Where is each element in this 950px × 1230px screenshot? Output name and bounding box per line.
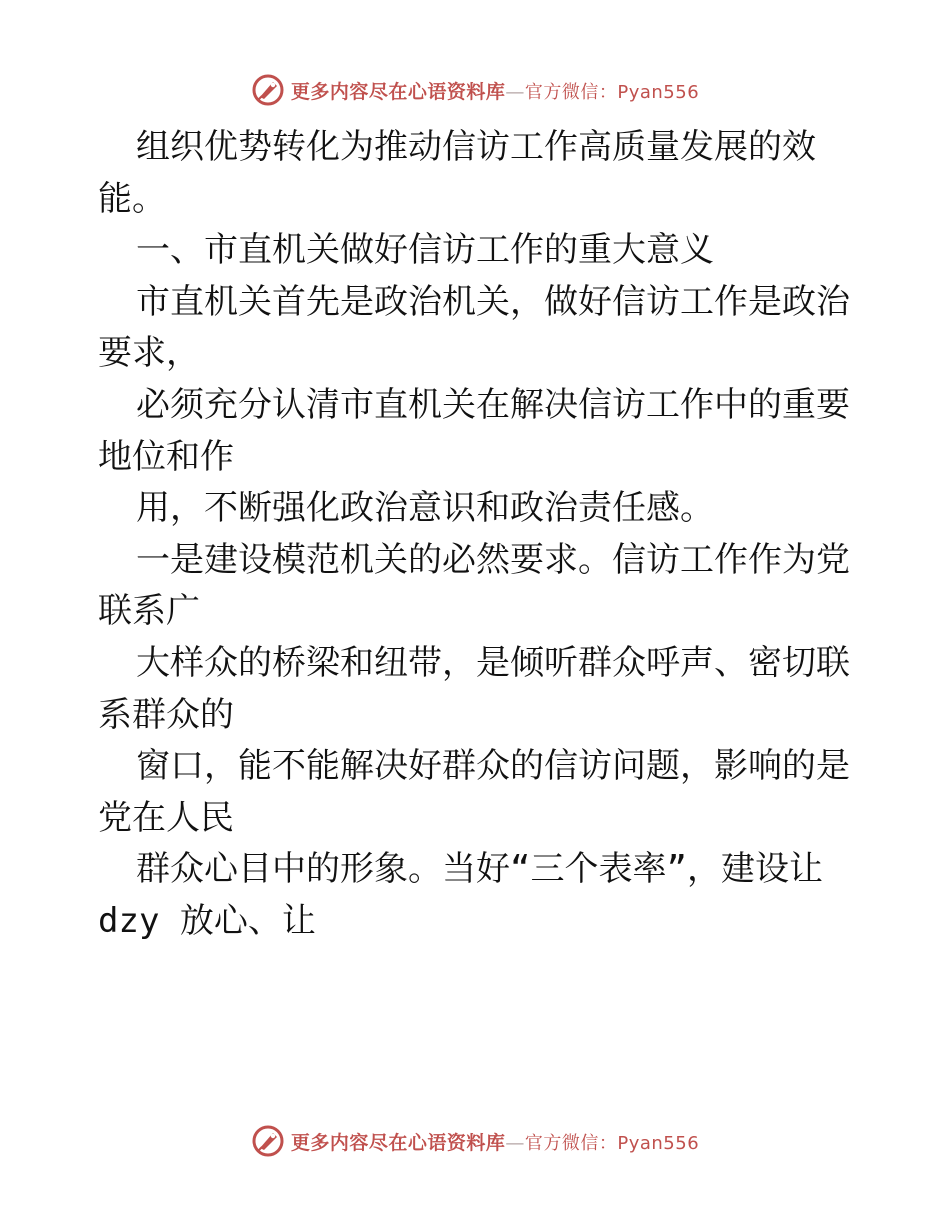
pen-nib-logo-icon (251, 1124, 285, 1158)
document-body (98, 122, 858, 948)
footer-brand: 更多内容尽在心语资料库 (290, 1131, 506, 1154)
pen-nib-logo-icon (251, 73, 285, 107)
paragraph: 用，不断强化政治意识和政治责任感。 (136, 488, 714, 529)
header-banner (0, 70, 950, 110)
paragraph: 窗口，能不能解决好群众的信访问题，影响的是党在人民 (98, 746, 850, 838)
footer-contact: 官方微信：Pyan556 (524, 1132, 700, 1154)
paragraph: 大样众的桥梁和纽带，是倾听群众呼声、密切联系群众的 (98, 642, 850, 735)
paragraph: 组织优势转化为推动信访工作高质量发展的效能。 (98, 127, 816, 219)
footer-banner (0, 1121, 950, 1161)
section-heading: 一、市直机关做好信访工作的重大意义 (136, 230, 714, 271)
header-banner-text (291, 77, 699, 104)
header-brand: 更多内容尽在心语资料库 (290, 80, 506, 103)
paragraph: 群众心目中的形象。当好“三个表率”，建设让 dzy 放心、让 (98, 849, 823, 941)
paragraph: 必须充分认清市直机关在解决信访工作中的重要地位和作 (98, 384, 850, 477)
paragraph: 市直机关首先是政治机关，做好信访工作是政治要求， (98, 281, 850, 374)
header-contact: 官方微信：Pyan556 (524, 81, 700, 103)
footer-dash: — (505, 1131, 525, 1154)
paragraph: 一是建设模范机关的必然要求。信访工作作为党联系广 (98, 539, 850, 632)
footer-banner-text (291, 1128, 699, 1155)
header-dash: — (505, 80, 525, 103)
